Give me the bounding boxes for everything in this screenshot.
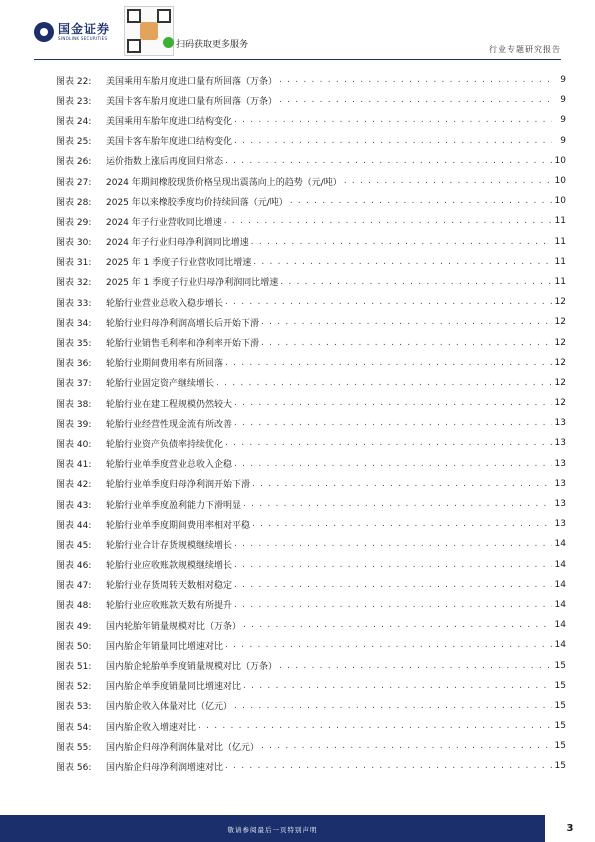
toc-entry-title: 国内胎企年销量同比增速对比 xyxy=(106,641,224,652)
toc-dot-leader xyxy=(261,317,552,327)
toc-dot-leader xyxy=(234,701,552,711)
toc-entry-title: 轮胎行业资产负债率持续优化 xyxy=(106,439,224,450)
toc-dot-leader xyxy=(234,459,552,469)
toc-entry[interactable] xyxy=(56,312,566,332)
toc-entry-title: 美国卡客车胎年度进口结构变化 xyxy=(106,137,233,148)
toc-dot-leader xyxy=(234,539,552,549)
toc-dot-leader xyxy=(252,479,552,489)
toc-entry-label: 图表 22: xyxy=(56,76,92,87)
toc-dot-leader xyxy=(234,580,552,590)
toc-entry-title: 国内胎企收入增速对比 xyxy=(106,722,197,733)
toc-entry[interactable] xyxy=(56,696,566,716)
toc-entry-title: 国内胎企收入体量对比（亿元） xyxy=(106,702,233,713)
toc-entry[interactable] xyxy=(56,373,566,393)
toc-entry-page: 15 xyxy=(554,680,566,691)
toc-entry-label: 图表 28: xyxy=(56,197,92,208)
toc-entry-label: 图表 29: xyxy=(56,217,92,228)
toc-entry-page: 10 xyxy=(554,176,566,187)
toc-entry-label: 图表 54: xyxy=(56,722,92,733)
toc-entry-label: 图表 37: xyxy=(56,379,92,390)
toc-entry-page: 14 xyxy=(554,579,566,590)
toc-entry[interactable] xyxy=(56,252,566,272)
toc-entry[interactable] xyxy=(56,90,566,110)
toc-entry[interactable] xyxy=(56,615,566,635)
toc-entry[interactable] xyxy=(56,655,566,675)
toc-entry-page: 9 xyxy=(560,115,566,126)
toc-entry-page: 14 xyxy=(554,620,566,631)
toc-dot-leader xyxy=(234,418,552,428)
toc-entry-page: 13 xyxy=(554,458,566,469)
toc-entry-page: 12 xyxy=(554,337,566,348)
toc-dot-leader xyxy=(225,297,552,307)
toc-entry-title: 轮胎行业经营性现金流有所改善 xyxy=(106,419,233,430)
toc-entry-title: 轮胎行业期间费用率有所回落 xyxy=(106,359,224,370)
toc-entry[interactable] xyxy=(56,393,566,413)
toc-entry-title: 国内胎企归母净利润增速对比 xyxy=(106,762,224,773)
toc-dot-leader xyxy=(251,237,552,247)
toc-entry-title: 国内胎企归母净利润体量对比（亿元） xyxy=(106,742,260,753)
toc-entry-page: 9 xyxy=(560,75,566,86)
toc-entry-label: 图表 56: xyxy=(56,762,92,773)
toc-entry-label: 图表 55: xyxy=(56,742,92,753)
toc-dot-leader xyxy=(243,499,552,509)
report-type-label: 行业专题研究报告 xyxy=(489,45,561,54)
toc-entry-page: 15 xyxy=(554,761,566,772)
toc-entry-label: 图表 32: xyxy=(56,278,92,289)
toc-entry[interactable] xyxy=(56,494,566,514)
figure-table-of-contents xyxy=(56,70,566,777)
toc-entry-page: 12 xyxy=(554,398,566,409)
toc-entry-page: 9 xyxy=(560,95,566,106)
toc-entry-title: 轮胎行业应收账款规模继续增长 xyxy=(106,561,233,572)
toc-entry-label: 图表 24: xyxy=(56,116,92,127)
toc-entry-label: 图表 31: xyxy=(56,258,92,269)
toc-entry-page: 14 xyxy=(554,599,566,610)
toc-entry-title: 运价指数上涨后再度回归常态 xyxy=(106,157,224,168)
toc-entry-page: 14 xyxy=(554,559,566,570)
toc-entry-label: 图表 35: xyxy=(56,339,92,350)
toc-entry[interactable] xyxy=(56,474,566,494)
toc-entry[interactable] xyxy=(56,353,566,373)
toc-entry-title: 轮胎行业单季度营业总收入企稳 xyxy=(106,460,233,471)
wechat-icon xyxy=(163,37,174,48)
toc-entry-page: 15 xyxy=(554,700,566,711)
toc-entry-page: 11 xyxy=(554,236,566,247)
toc-entry[interactable] xyxy=(56,433,566,453)
toc-entry-title: 美国乘用车胎年度进口结构变化 xyxy=(106,116,233,127)
toc-entry[interactable] xyxy=(56,555,566,575)
toc-entry-page: 13 xyxy=(554,418,566,429)
toc-entry-label: 图表 48: xyxy=(56,601,92,612)
toc-dot-leader xyxy=(216,378,552,388)
toc-entry-label: 图表 52: xyxy=(56,682,92,693)
toc-entry-title: 国内轮胎年销量规模对比（万条） xyxy=(106,621,242,632)
toc-entry-title: 国内胎企轮胎单季度销量规模对比（万条） xyxy=(106,662,278,673)
toc-entry-page: 13 xyxy=(554,438,566,449)
toc-dot-leader xyxy=(234,600,552,610)
toc-entry-label: 图表 50: xyxy=(56,641,92,652)
toc-dot-leader xyxy=(225,640,552,650)
toc-dot-leader xyxy=(261,338,552,348)
toc-dot-leader xyxy=(198,721,552,731)
toc-entry-label: 图表 49: xyxy=(56,621,92,632)
toc-entry-label: 图表 47: xyxy=(56,581,92,592)
toc-dot-leader xyxy=(344,176,552,186)
toc-entry-page: 10 xyxy=(554,196,566,207)
toc-dot-leader xyxy=(253,257,552,267)
toc-dot-leader xyxy=(234,560,552,570)
toc-entry-page: 13 xyxy=(554,499,566,510)
toc-dot-leader xyxy=(279,661,552,671)
toc-entry-title: 2025 年 1 季度子行业营收同比增速 xyxy=(106,258,252,269)
toc-entry-page: 11 xyxy=(554,256,566,267)
toc-entry[interactable] xyxy=(56,211,566,231)
toc-entry-label: 图表 25: xyxy=(56,137,92,148)
qr-code-icon[interactable] xyxy=(124,6,174,56)
toc-entry[interactable] xyxy=(56,191,566,211)
toc-dot-leader xyxy=(234,136,552,146)
toc-entry-label: 图表 34: xyxy=(56,318,92,329)
toc-entry[interactable] xyxy=(56,110,566,130)
toc-entry-title: 2024 年期间橡胶现货价格呈现出震荡向上的趋势（元/吨） xyxy=(106,177,342,188)
toc-entry[interactable] xyxy=(56,676,566,696)
toc-entry[interactable] xyxy=(56,413,566,433)
logo-name-en: SINOLINK SECURITIES xyxy=(58,35,108,41)
toc-entry-label: 图表 36: xyxy=(56,359,92,370)
toc-entry-title: 轮胎行业在建工程规模仍然较大 xyxy=(106,399,233,410)
footer-disclaimer: 敬请参阅最后一页特别声明 xyxy=(227,826,318,834)
toc-entry[interactable] xyxy=(56,716,566,736)
toc-entry[interactable] xyxy=(56,151,566,171)
toc-entry-label: 图表 42: xyxy=(56,480,92,491)
toc-dot-leader xyxy=(243,681,552,691)
toc-entry[interactable] xyxy=(56,272,566,292)
toc-entry-label: 图表 45: xyxy=(56,540,92,551)
toc-entry[interactable] xyxy=(56,514,566,534)
toc-entry-title: 轮胎行业单季度期间费用率相对平稳 xyxy=(106,520,251,531)
toc-entry-page: 14 xyxy=(554,640,566,651)
toc-entry[interactable] xyxy=(56,232,566,252)
toc-dot-leader xyxy=(280,277,552,287)
toc-entry-label: 图表 27: xyxy=(56,177,92,188)
toc-dot-leader xyxy=(234,398,552,408)
toc-entry-label: 图表 39: xyxy=(56,419,92,430)
toc-entry-page: 15 xyxy=(554,660,566,671)
toc-entry-page: 13 xyxy=(554,519,566,530)
toc-dot-leader xyxy=(261,741,552,751)
toc-entry-label: 图表 44: xyxy=(56,520,92,531)
toc-entry-label: 图表 26: xyxy=(56,157,92,168)
toc-dot-leader xyxy=(225,761,552,771)
toc-entry[interactable] xyxy=(56,131,566,151)
toc-entry-title: 轮胎行业归母净利润高增长后开始下滑 xyxy=(106,318,260,329)
toc-entry-page: 14 xyxy=(554,539,566,550)
toc-entry-label: 图表 46: xyxy=(56,561,92,572)
toc-entry-title: 2024 年子行业归母净利润同比增速 xyxy=(106,238,249,249)
header-divider xyxy=(34,59,561,60)
toc-entry[interactable] xyxy=(56,595,566,615)
toc-dot-leader xyxy=(225,438,552,448)
toc-entry-title: 美国卡客车胎月度进口量有所回落（万条） xyxy=(106,96,278,107)
toc-entry-page: 11 xyxy=(554,216,566,227)
page-header xyxy=(0,0,595,60)
toc-entry-label: 图表 30: xyxy=(56,238,92,249)
toc-entry-label: 图表 51: xyxy=(56,662,92,673)
toc-entry-page: 11 xyxy=(554,276,566,287)
toc-entry-label: 图表 38: xyxy=(56,399,92,410)
toc-dot-leader xyxy=(224,216,552,226)
toc-dot-leader xyxy=(234,115,552,125)
toc-entry-page: 12 xyxy=(554,377,566,388)
toc-dot-leader xyxy=(279,75,552,85)
toc-entry-title: 美国乘用车胎月度进口量有所回落（万条） xyxy=(106,76,278,87)
toc-entry[interactable] xyxy=(56,454,566,474)
toc-entry[interactable] xyxy=(56,171,566,191)
toc-entry-page: 15 xyxy=(554,721,566,732)
logo-mark-icon xyxy=(34,22,54,42)
toc-dot-leader xyxy=(225,358,552,368)
toc-entry-label: 图表 53: xyxy=(56,702,92,713)
toc-dot-leader xyxy=(252,519,552,529)
toc-entry-page: 9 xyxy=(560,135,566,146)
toc-entry[interactable] xyxy=(56,736,566,756)
toc-dot-leader xyxy=(279,95,552,105)
toc-entry-label: 图表 33: xyxy=(56,298,92,309)
toc-entry-page: 12 xyxy=(554,297,566,308)
toc-entry-title: 轮胎行业单季度盈利能力下滑明显 xyxy=(106,500,242,511)
toc-entry-title: 轮胎行业固定资产继续增长 xyxy=(106,379,215,390)
toc-dot-leader xyxy=(225,156,552,166)
scan-for-service-text: 扫码获取更多服务 xyxy=(176,40,249,50)
toc-entry-title: 2025 年 1 季度子行业归母净利润同比增速 xyxy=(106,278,279,289)
toc-entry-page: 12 xyxy=(554,357,566,368)
toc-entry-title: 轮胎行业应收账款天数有所提升 xyxy=(106,601,233,612)
toc-entry[interactable] xyxy=(56,575,566,595)
toc-entry-label: 图表 43: xyxy=(56,500,92,511)
toc-entry[interactable] xyxy=(56,332,566,352)
toc-entry-page: 15 xyxy=(554,741,566,752)
toc-dot-leader xyxy=(243,620,552,630)
toc-entry[interactable] xyxy=(56,70,566,90)
toc-entry-title: 国内胎企单季度销量同比增速对比 xyxy=(106,682,242,693)
toc-entry[interactable] xyxy=(56,756,566,776)
toc-entry-label: 图表 23: xyxy=(56,96,92,107)
toc-entry-title: 轮胎行业合计存货规模继续增长 xyxy=(106,540,233,551)
toc-dot-leader xyxy=(290,196,552,206)
toc-entry-title: 轮胎行业销售毛利率和净利率开始下滑 xyxy=(106,339,260,350)
toc-entry[interactable] xyxy=(56,292,566,312)
page-number: 3 xyxy=(566,823,574,834)
logo-name-cn: 国金证券 xyxy=(58,21,111,36)
toc-entry-title: 2025 年以来橡胶季度均价持续回落（元/吨） xyxy=(106,197,288,208)
toc-entry[interactable] xyxy=(56,635,566,655)
toc-entry-title: 轮胎行业单季度归母净利润开始下滑 xyxy=(106,480,251,491)
toc-entry-page: 12 xyxy=(554,317,566,328)
toc-entry-title: 轮胎行业存货周转天数相对稳定 xyxy=(106,581,233,592)
toc-entry-page: 13 xyxy=(554,478,566,489)
toc-entry-title: 2024 年子行业营收同比增速 xyxy=(106,217,222,228)
toc-entry-page: 10 xyxy=(554,155,566,166)
company-logo xyxy=(34,22,110,42)
toc-entry-label: 图表 41: xyxy=(56,460,92,471)
toc-entry-label: 图表 40: xyxy=(56,439,92,450)
toc-entry[interactable] xyxy=(56,534,566,554)
toc-entry-title: 轮胎行业营业总收入稳步增长 xyxy=(106,298,224,309)
